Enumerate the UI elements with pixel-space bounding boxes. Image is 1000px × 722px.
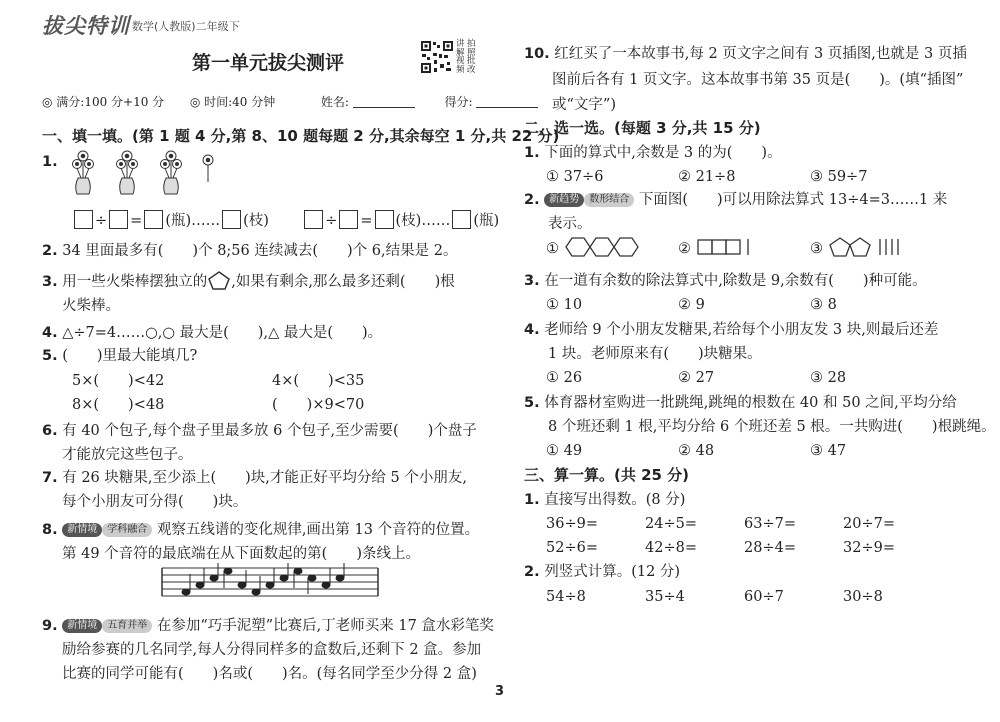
question-2: 2. 34 里面最多有( )个 8;56 连续减去( )个 6,结果是 2。 <box>42 243 458 259</box>
option[interactable]: ① 49 <box>546 443 583 459</box>
option[interactable]: ③ 28 <box>810 370 847 386</box>
calc-item: 52÷6= <box>546 540 598 556</box>
question-1: 1. <box>42 154 58 170</box>
page-title: 第一单元拔尖测评 <box>192 52 345 74</box>
calc-item: 35÷4 <box>645 589 685 605</box>
choice-question-2-cont: 表示。 <box>548 216 592 232</box>
option[interactable]: ② 27 <box>678 370 715 386</box>
subject-label: 数学(人教版)二年级下 <box>132 20 240 33</box>
choice-question-4-cont: 1 块。老师原来有( )块糖果。 <box>548 346 762 362</box>
squares-figure <box>696 236 758 258</box>
tag-new-context: 新情境 <box>62 619 102 633</box>
choice-question-3: 3. 在一道有余数的除法算式中,除数是 9,余数有( )种可能。 <box>524 273 927 289</box>
calc-item: 36÷9= <box>546 516 598 532</box>
score-label: 得分: <box>444 95 473 109</box>
qr-caption: 讲 拍 解 照 视 批 频 改 <box>456 39 476 75</box>
calc-item: 20÷7= <box>843 516 895 532</box>
question-5-item: 8×( )<48 <box>72 397 165 413</box>
calc-item: 28÷4= <box>744 540 796 556</box>
question-5: 5. ( )里最大能填几? <box>42 348 198 364</box>
answer-box[interactable] <box>109 210 128 229</box>
section-2-title: 二、选一选。(每题 3 分,共 15 分) <box>524 119 761 137</box>
question-5-item: 5×( )<42 <box>72 373 165 389</box>
question-9: 9. 新情境 五育并举 在参加“巧手泥塑”比赛后,丁老师买来 17 盒水彩笔奖 <box>42 618 494 634</box>
calc-question-2: 2. 列竖式计算。(12 分) <box>524 564 681 580</box>
page-number: 3 <box>495 684 505 699</box>
question-9-cont: 励给参赛的几名同学,每人分得同样多的盒数后,还剩下 2 盒。参加 <box>62 642 482 658</box>
tag-new-context: 新情境 <box>62 523 102 537</box>
question-7: 7. 有 26 块糖果,至少添上( )块,才能正好平均分给 5 个小朋友, <box>42 470 467 486</box>
name-blank[interactable] <box>353 93 415 108</box>
option[interactable]: ① <box>546 236 644 259</box>
question-10-cont: 或“文字”) <box>552 97 616 113</box>
answer-box[interactable] <box>339 210 358 229</box>
answer-box[interactable] <box>74 210 93 229</box>
option[interactable]: ③ 8 <box>810 297 837 313</box>
pentagons-figure <box>828 236 908 258</box>
calc-item: 32÷9= <box>843 540 895 556</box>
question-8-cont: 第 49 个音符的最底端在从下面数起的第( )条线上。 <box>62 546 420 562</box>
calc-item: 24÷5= <box>645 516 697 532</box>
brand-logo: 拔尖特训 <box>42 14 130 38</box>
hexagons-figure <box>564 236 644 258</box>
question-10-cont: 图前后各有 1 页文字。这本故事书第 35 页是( )。(填“插图” <box>552 72 964 88</box>
score-blank[interactable] <box>476 93 538 108</box>
tag-new-trend: 新趋势 <box>544 193 584 207</box>
flower-vases-illustration <box>70 148 230 200</box>
option[interactable]: ② <box>678 236 758 259</box>
section-3-title: 三、算一算。(共 25 分) <box>524 466 690 484</box>
question-5-item: ( )×9<70 <box>272 397 365 413</box>
choice-question-5: 5. 体育器材室购进一批跳绳,跳绳的根数在 40 和 50 之间,平均分给 <box>524 395 957 411</box>
question-6-cont: 才能放完这些包子。 <box>62 447 193 463</box>
option[interactable]: ③ 59÷7 <box>810 169 868 185</box>
time-limit: ◎ 时间:40 分钟 <box>189 95 276 109</box>
option[interactable]: ② 48 <box>678 443 715 459</box>
option[interactable]: ③ <box>810 236 908 259</box>
section-1-title: 一、填一填。(第 1 题 4 分,第 8、10 题每题 2 分,其余每空 1 分,共 22 分) <box>42 127 560 145</box>
calc-item: 42÷8= <box>645 540 697 556</box>
answer-box[interactable] <box>375 210 394 229</box>
tag-five-education: 五育并举 <box>102 619 152 633</box>
option[interactable]: ① 26 <box>546 370 583 386</box>
tag-number-shape: 数形结合 <box>584 193 634 207</box>
question-4: 4. △÷7=4……○,○ 最大是( ),△ 最大是( )。 <box>42 325 383 341</box>
question-9-cont: 比赛的同学可能有( )名或( )名。(每名同学至少分得 2 盒) <box>62 666 477 682</box>
answer-box[interactable] <box>222 210 241 229</box>
question-8: 8. 新情境 学科融合 观察五线谱的变化规律,画出第 13 个音符的位置。 <box>42 522 480 538</box>
tag-interdisciplinary: 学科融合 <box>102 523 152 537</box>
calc-item: 60÷7 <box>744 589 784 605</box>
calc-question-1: 1. 直接写出得数。(8 分) <box>524 492 686 508</box>
calc-item: 63÷7= <box>744 516 796 532</box>
calc-item: 30÷8 <box>843 589 883 605</box>
name-label: 姓名: <box>320 95 349 109</box>
question-1-formulas: ÷ = (瓶)…… (枝) ÷ = (枝)…… (瓶) <box>72 210 499 231</box>
option[interactable]: ① 37÷6 <box>546 169 604 185</box>
choice-question-2: 2. 新趋势 数形结合 下面图( )可以用除法算式 13÷4=3……1 来 <box>524 192 948 208</box>
choice-question-4: 4. 老师给 9 个小朋友发糖果,若给每个小朋友发 3 块,则最后还差 <box>524 322 939 338</box>
option[interactable]: ① 10 <box>546 297 583 313</box>
choice-question-1: 1. 下面的算式中,余数是 3 的为( )。 <box>524 145 782 161</box>
pentagon-icon <box>207 270 231 290</box>
option[interactable]: ③ 47 <box>810 443 847 459</box>
qr-code <box>420 40 454 74</box>
info-row <box>42 92 538 112</box>
music-staff-illustration <box>160 562 380 604</box>
calc-item: 54÷8 <box>546 589 586 605</box>
question-6: 6. 有 40 个包子,每个盘子里最多放 6 个包子,至少需要( )个盘子 <box>42 423 477 439</box>
answer-box[interactable] <box>304 210 323 229</box>
answer-box[interactable] <box>144 210 163 229</box>
question-3: 3. 用一些火柴棒摆独立的 ,如果有剩余,那么最多还剩( )根 <box>42 270 455 292</box>
question-7-cont: 每个小朋友可分得( )块。 <box>62 494 248 510</box>
option[interactable]: ② 21÷8 <box>678 169 736 185</box>
question-10: 10. 红红买了一本故事书,每 2 页文字之间有 3 页插图,也就是 3 页插 <box>524 46 967 62</box>
question-5-item: 4×( )<35 <box>272 373 365 389</box>
option[interactable]: ② 9 <box>678 297 705 313</box>
answer-box[interactable] <box>452 210 471 229</box>
question-3-cont: 火柴棒。 <box>62 298 120 314</box>
full-marks: ◎ 满分:100 分+10 分 <box>42 95 165 109</box>
choice-question-5-cont: 8 个班还剩 1 根,平均分给 6 个班还差 5 根。一共购进( )根跳绳。 <box>548 419 996 435</box>
